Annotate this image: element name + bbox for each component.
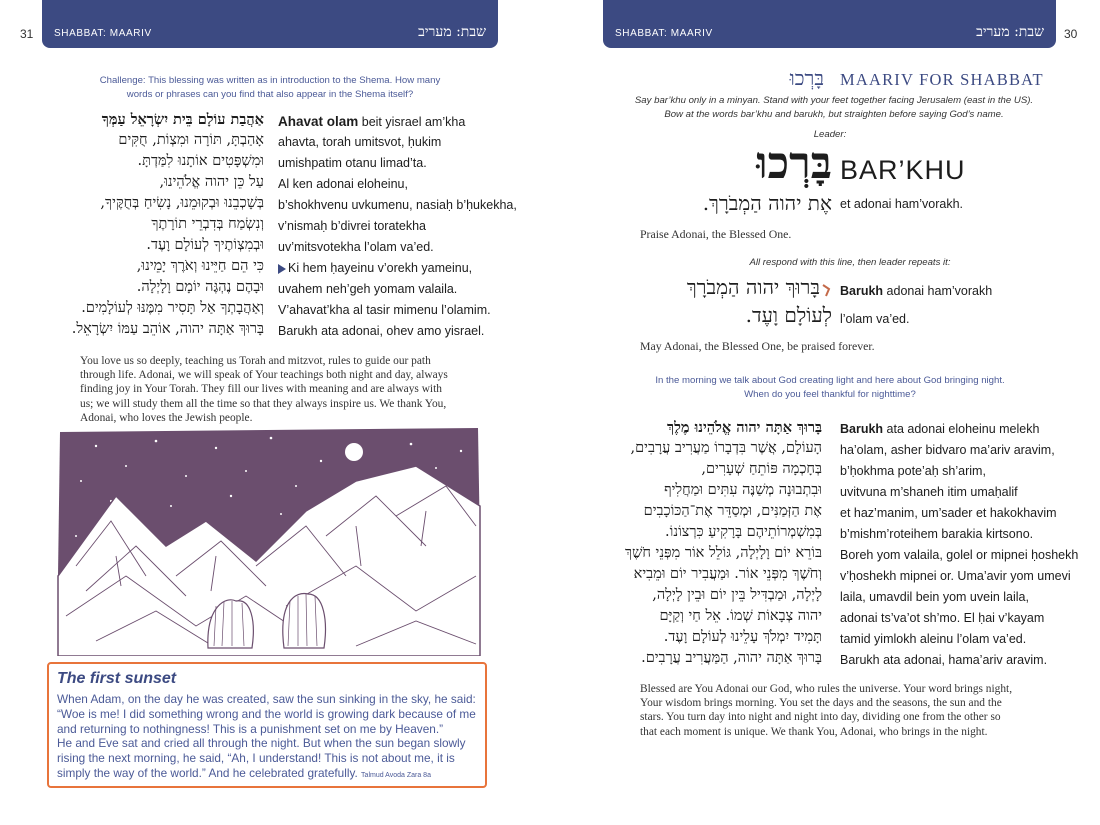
sunset-line: rising the next morning, he said, “Ah, I understand! This is not about me, it is xyxy=(57,751,455,766)
left-header-label: SHABBAT: MAARIV xyxy=(54,28,152,39)
barukh-translation: May Adonai, the Blessed One, be praised forever. xyxy=(640,339,875,353)
translit-line: Barukh ata adonai, ohev amo yisrael. xyxy=(278,324,485,338)
hebrew-line: יהוה צְבָאוֹת שְׁמוֹ. אֵל חַי וְקַיָּם xyxy=(659,608,822,624)
translit-line: v’ḥoshekh mipnei or. Uma’avir yom umevi xyxy=(840,569,1071,583)
left-header-hebrew: שבת: מעריב xyxy=(418,24,486,40)
barukh-translit-2: l’olam va’ed. xyxy=(840,312,910,326)
hebrew-line: וּמִשְׁפָּטִים אוֹתָנוּ לִמַּדְתָּ. xyxy=(137,153,264,169)
hebrew-line: בְּחָכְמָה פּוֹתֵחַ שְׁעָרִים, xyxy=(701,461,822,477)
translation-line: through life. Adonai, we will speak of Your teachings both night and day, always xyxy=(80,369,448,382)
instruction-line: Bow at the words bar’khu and barukh, but straighten before saying God’s name. xyxy=(664,109,1004,120)
translit-bold: Barukh xyxy=(840,422,884,436)
right-header-hebrew: שבת: מעריב xyxy=(976,24,1044,40)
title-hebrew: בָּרְכוּ xyxy=(789,66,824,90)
translit-line: et haz’manim, um’sader et hakokhavim xyxy=(840,506,1057,520)
translit-line: uvitvuna m’shaneh itim umaḥalif xyxy=(840,485,1018,499)
translit-line: umishpatim otanu limad’ta. xyxy=(278,156,427,170)
translation-line: Adonai, who loves the Jewish people. xyxy=(80,411,253,424)
translit-line xyxy=(278,114,465,129)
morning-note-line: In the morning we talk about God creating light and here about God bringing night. xyxy=(655,375,1005,386)
translit-line: Al ken adonai eloheinu, xyxy=(278,177,408,191)
sunset-line: When Adam, on the day he was created, saw the sun sinking in the sky, he said: xyxy=(57,692,476,706)
instructions xyxy=(614,94,1054,122)
night-mountains-illustration xyxy=(56,426,482,656)
sunset-line: “Woe is me! I did something wrong and the world is growing dark because of me xyxy=(57,706,476,721)
hebrew-line: וְחֹשֶׁךְ מִפְּנֵי אוֹר. וּמַעֲבִיר יוֹם וּמֵבִיא xyxy=(633,566,822,582)
sunset-citation: Talmud Avoda Zara 8a xyxy=(361,771,431,779)
ahavat-olam-translation xyxy=(80,354,480,425)
sunset-title: The first sunset xyxy=(57,670,177,687)
hebrew-line: תָּמִיד יִמְלֹךְ עָלֵינוּ לְעוֹלָם וָעֶד. xyxy=(663,629,822,645)
translit-line xyxy=(840,422,1039,436)
hebrew-line: הָעוֹלָם, אֲשֶׁר בִּדְבָרוֹ מַעֲרִיב עֲרָבִים, xyxy=(630,440,822,456)
hebrew-line: אַהֲבַת עוֹלָם בֵּית יִשְׂרָאֵל עַמְּךָ xyxy=(101,111,264,128)
hebrew-line: וּבְמִצְוֹתֶיךָ לְעוֹלָם וָעֶד. xyxy=(146,237,264,253)
translation-line: Your wisdom brings morning. You set the days and the seasons, the sun and the xyxy=(640,697,1002,710)
right-header-tab xyxy=(603,0,1056,48)
barukh-translit xyxy=(840,284,992,298)
translit-line: laila, umavdil bein yom uvein laila, xyxy=(840,590,1029,604)
barkhu-hebrew: בָּרְכוּ xyxy=(756,138,832,189)
left-header-tab xyxy=(42,0,498,48)
sunset-line xyxy=(57,766,477,784)
play-triangle-icon xyxy=(278,264,286,274)
hebrew-line: בָּרוּךְ אַתָּה יהוה, הַמַּעֲרִיב עֲרָבִים. xyxy=(641,650,822,666)
morning-note xyxy=(620,374,1040,402)
translation-line: finding joy in Your Torah. They fill our lives with meaning and are always with xyxy=(80,383,442,396)
et-adonai-translit: et adonai ham’vorakh. xyxy=(840,197,963,211)
hebrew-line: וְנִשְׂמַח בְּדִבְרֵי תוֹרָתֶךָ xyxy=(151,216,264,232)
hebrew-line: וּבִתְבוּנָה מְשַׁנֶּה עִתִּים וּמַחֲלִיף xyxy=(664,482,822,498)
hebrew-line: אֶת הַזְּמַנִּים, וּמְסַדֵּר אֶת־הַכּוֹכָבִים xyxy=(643,503,822,519)
translit-line: uvahem neh’geh yomam valaila. xyxy=(278,282,458,296)
translit-line: V’ahavat’kha al tasir mimenu l’olamim. xyxy=(278,303,491,317)
translation-line: stars. You turn day into night and night into day, dividing one from the other so xyxy=(640,711,1001,724)
challenge-note xyxy=(70,74,470,102)
translit-line: tamid yimlokh aleinu l’olam va’ed. xyxy=(840,632,1027,646)
respond-label: All respond with this line, then leader repeats it: xyxy=(749,257,951,268)
hebrew-line: בּוֹרֵא יוֹם וָלָיְלָה, גּוֹלֵל אוֹר מִפְּנֵי חֹשֶׁךְ xyxy=(624,545,822,561)
translit-line: b’ḥokhma pote’aḥ sh’arim, xyxy=(840,464,986,478)
sunset-line: and returning to nothingness! This is a punishment set on me by Heaven.” xyxy=(57,721,444,736)
right-header-label: SHABBAT: MAARIV xyxy=(615,28,713,39)
maariv-translation xyxy=(640,682,1060,739)
translit-line: Ki hem ḥayeinu v’orekh yameinu, xyxy=(288,261,473,275)
barukh-translit-bold: Barukh xyxy=(840,284,884,298)
translit-line: b’mishm’roteihem barakia kirtsono. xyxy=(840,527,1034,541)
translit-bold: Ahavat olam xyxy=(278,114,359,129)
translation-line: us; we will study them all the time so that they always inspire us. We thank You, xyxy=(80,397,447,410)
right-page-number: 30 xyxy=(1064,27,1078,41)
hebrew-line: לָיְלָה, וּמַבְדִּיל בֵּין יוֹם וּבֵין לָיְלָה, xyxy=(652,587,822,603)
translit-line: b’shokhvenu uvkumenu, nasiaḥ b’ḥukekha, xyxy=(278,198,517,212)
hebrew-line: וּבָהֶם נֶהְגֶּה יוֹמָם וָלָיְלָה. xyxy=(136,279,264,295)
translation-line: Blessed are You Adonai our God, who rules the universe. Your word brings night, xyxy=(640,683,1013,695)
translit-rest: ata adonai eloheinu melekh xyxy=(883,422,1040,436)
left-page-number: 31 xyxy=(20,27,34,41)
translit-line: Barukh ata adonai, hama’ariv aravim. xyxy=(840,653,1048,667)
sunset-line: He and Eve sat and cried all through the night. But when the sun began slowly xyxy=(57,736,466,751)
bow-icon xyxy=(821,283,831,297)
translit-line: ha’olam, asher bidvaro ma’ariv aravim, xyxy=(840,443,1055,457)
hebrew-line: אָהַבְתָּ, תּוֹרָה וּמִצְוֹת, חֻקִּים xyxy=(118,132,264,148)
hebrew-line: בְּשָׁכְבֵנוּ וּבְקוּמֵנוּ, נָשִׂיחַ בְּחֻקֶּיךָ, xyxy=(100,195,264,211)
instruction-line: Say bar’khu only in a minyan. Stand with your feet together facing Jerusalem (east in the US). xyxy=(634,95,1034,106)
translit-line: v’nismaḥ b’divrei toratekha xyxy=(278,219,426,233)
barukh-hebrew-2: לְעוֹלָם וָעֶד. xyxy=(745,303,832,327)
first-sunset-box xyxy=(47,662,487,788)
barukh-translit-rest: adonai ham’vorakh xyxy=(883,284,993,298)
translit-rest: beit yisrael am’kha xyxy=(358,115,466,129)
challenge-line: Challenge: This blessing was written as in introduction to the Shema. How many xyxy=(99,75,441,86)
translation-line: that each moment is unique. We thank You, Adonai, who brings in the night. xyxy=(640,725,988,738)
translit-line: ahavta, torah umitsvot, ḥukim xyxy=(278,135,442,149)
translation-line: You love us so deeply, teaching us Torah and mitzvot, rules to guide our path xyxy=(80,355,431,367)
hebrew-line: וְאַהֲבָתְךָ אַל תָּסִיר מִמֶּנּוּ לְעוֹלָמִים. xyxy=(81,300,264,316)
hebrew-line: בְּמִשְׁמְרוֹתֵיהֶם בָּרָקִיעַ כִּרְצוֹנוֹ. xyxy=(665,524,822,540)
barkhu-translit: BAR’KHU xyxy=(840,155,966,185)
translit-line: adonai ts’va’ot sh’mo. El ḥai v’kayam xyxy=(840,611,1045,625)
et-adonai-hebrew: אֶת יהוה הַמְבֹרָךְ. xyxy=(702,191,832,215)
translit-line: Boreh yom valaila, golel or mipnei ḥoshekh xyxy=(840,548,1079,562)
morning-note-line: When do you feel thankful for nighttime? xyxy=(744,389,916,400)
translit-line: uv’mitsvotekha l’olam va’ed. xyxy=(278,240,434,254)
hebrew-line: בָּרוּךְ אַתָּה יהוה אֱלֹהֵינוּ מֶלֶךְ xyxy=(667,419,822,436)
page-title: MAARIV FOR SHABBAT xyxy=(840,70,1044,89)
leader-label: Leader: xyxy=(813,129,847,140)
challenge-line: words or phrases can you find that also appear in the Shema itself? xyxy=(126,89,414,100)
hebrew-line: כִּי הֵם חַיֵּינוּ וְאֹרֶךְ יָמֵינוּ, xyxy=(136,258,264,274)
et-adonai-translation: Praise Adonai, the Blessed One. xyxy=(640,227,792,241)
sunset-text xyxy=(57,692,477,784)
sunset-last-text: simply the way of the world.” And he celebrated gratefully. xyxy=(57,765,358,780)
barukh-hebrew-1: בָּרוּךְ יהוה הַמְבֹרָךְ xyxy=(686,275,820,299)
hebrew-line: עַל כֵּן יהוה אֱלֹהֵינוּ, xyxy=(159,174,264,190)
hebrew-line: בָּרוּךְ אַתָּה יהוה, אוֹהֵב עַמּוֹ יִשְׂרָאֵל. xyxy=(71,321,264,337)
